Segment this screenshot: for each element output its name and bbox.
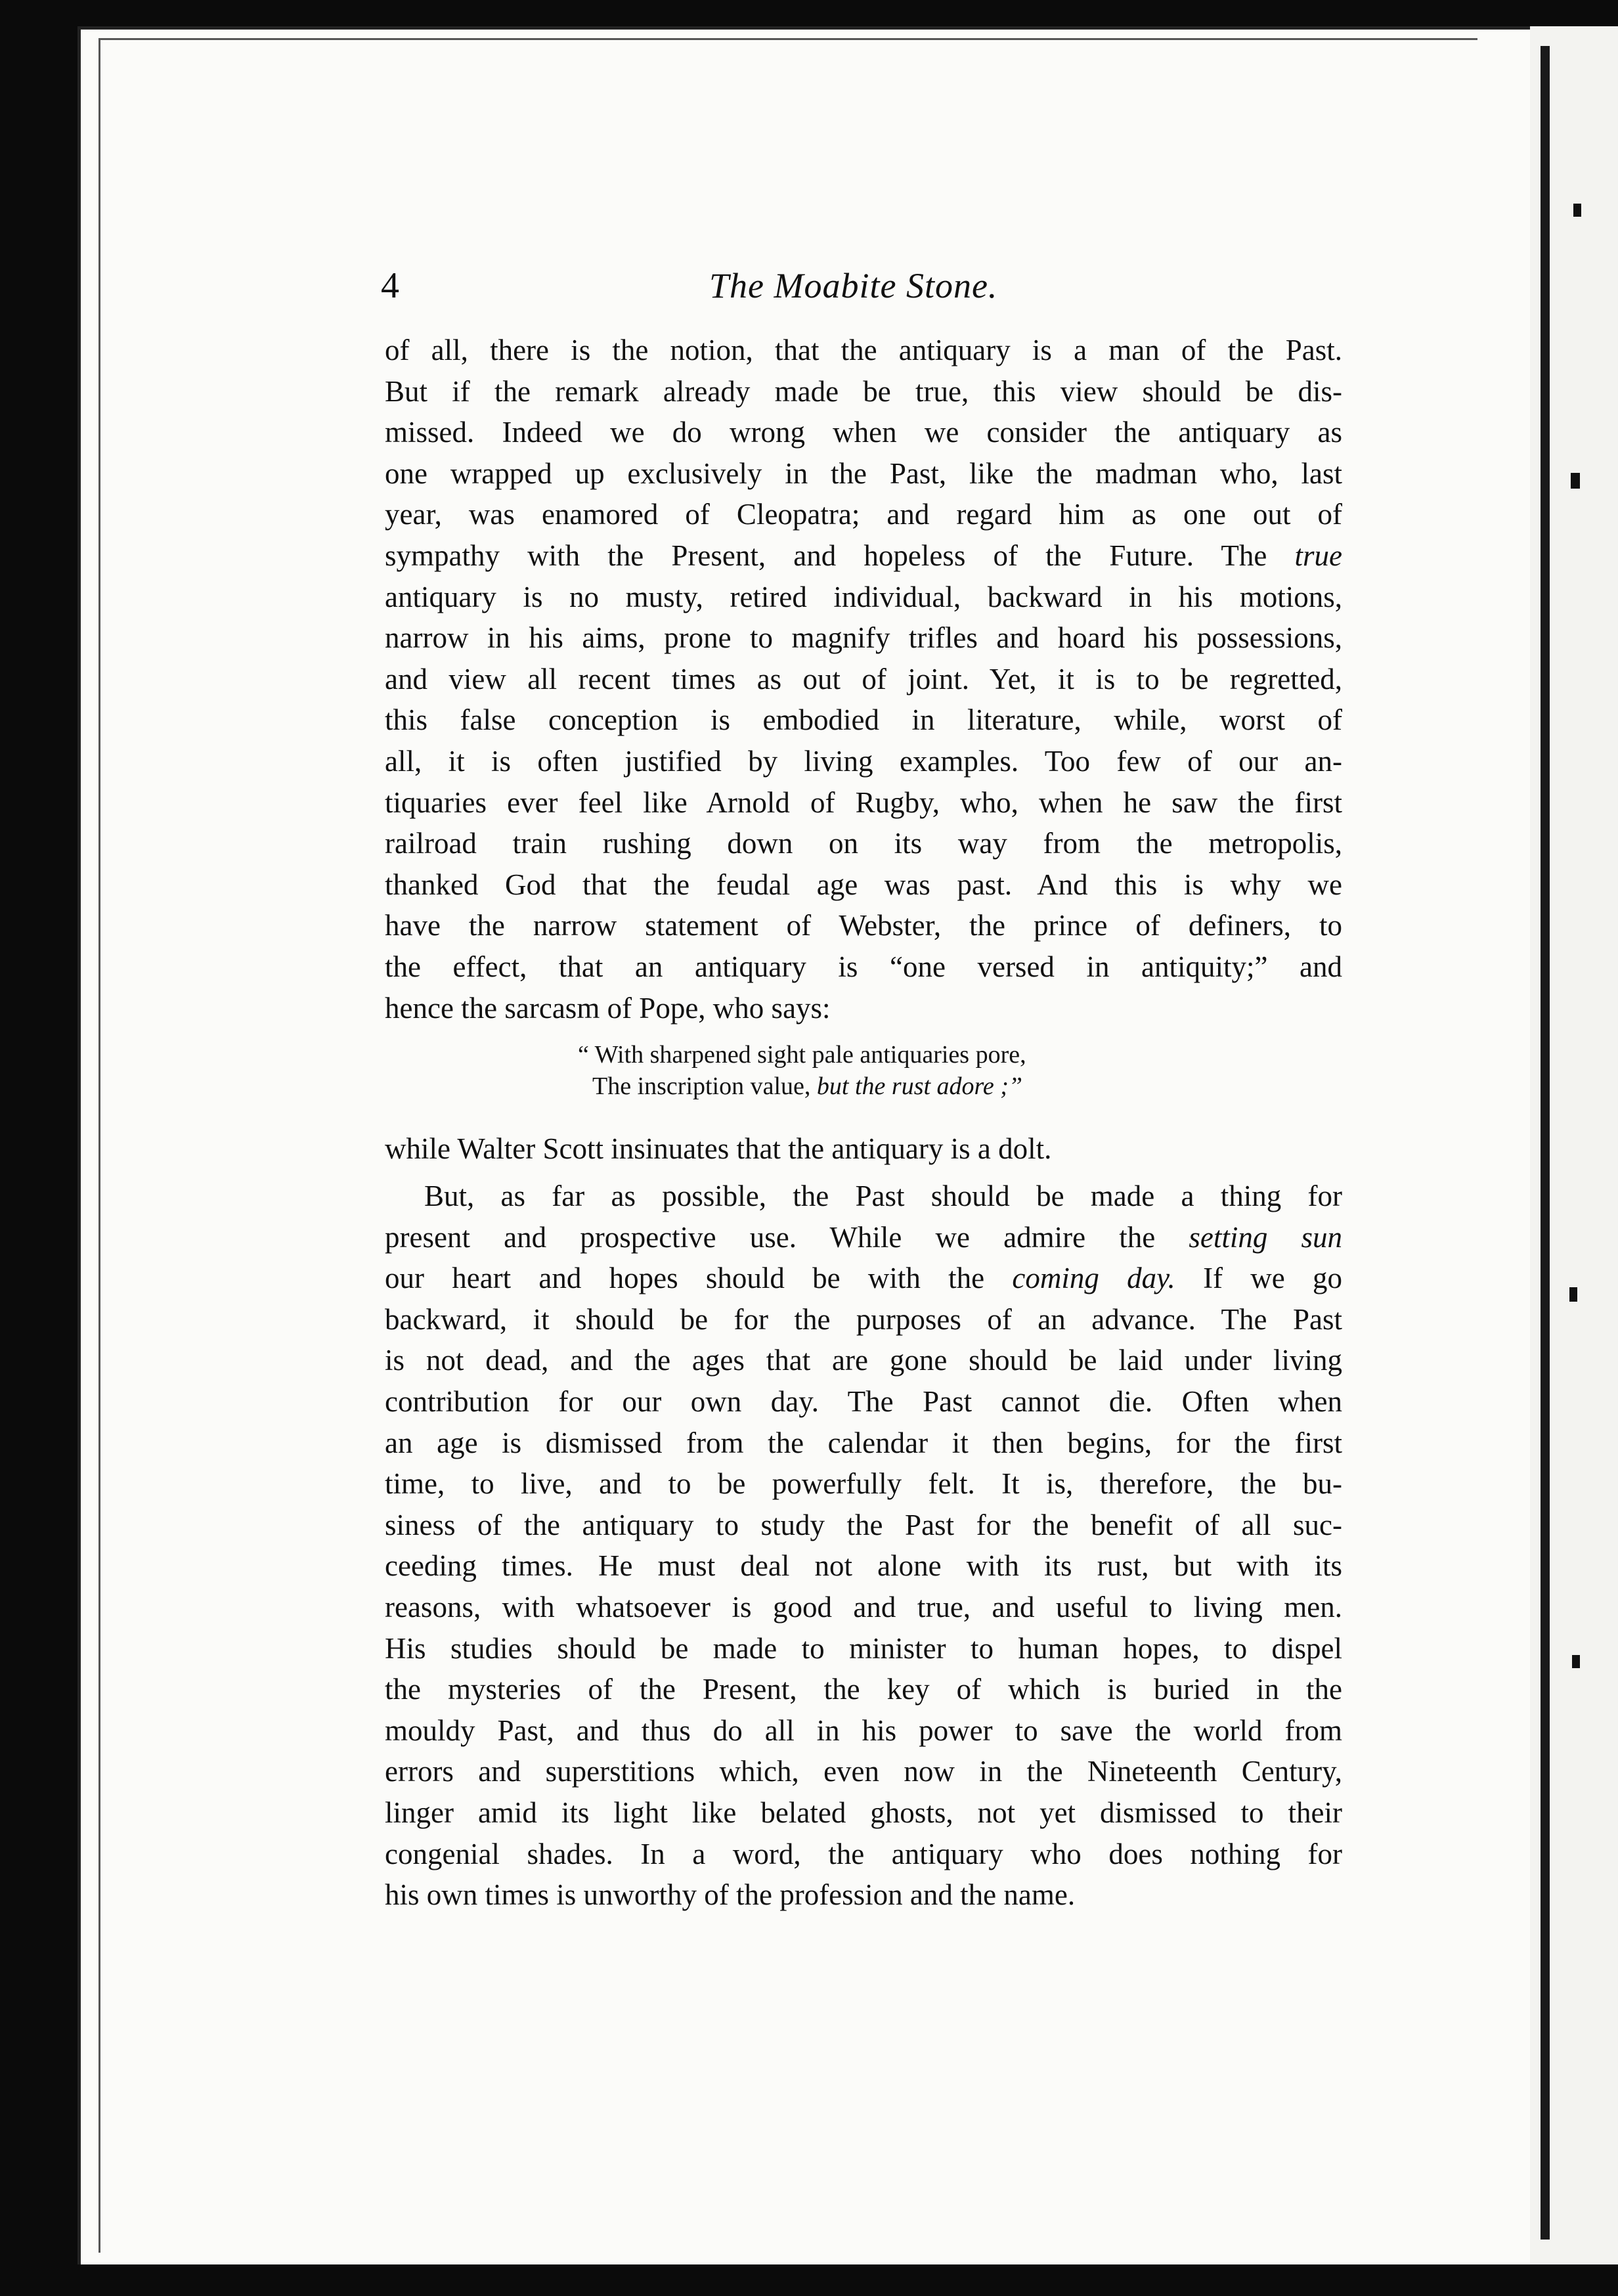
text-line: year, was enamored of Cleopatra; and regard him as one out of xyxy=(385,498,1342,531)
text-line: hence the sarcasm of Pope, who says: xyxy=(385,991,831,1025)
page-number: 4 xyxy=(381,265,399,306)
paragraph-1 xyxy=(385,330,1342,1028)
text-line: congenial shades. In a word, the antiquary who does nothing for xyxy=(385,1837,1342,1870)
text-line: time, to live, and to be powerfully felt. It is, therefore, the bu- xyxy=(385,1467,1342,1501)
italic-phrase: setting sun xyxy=(1189,1220,1342,1254)
text-line: linger amid its light like belated ghosts, not yet dismissed to their xyxy=(385,1796,1342,1829)
scan-speck xyxy=(1572,1655,1580,1668)
text-line: But, as far as possible, the Past should be made a thing for xyxy=(424,1180,1342,1212)
italic-word: true xyxy=(1294,539,1342,572)
text-line: and view all recent times as out of joint. Yet, it is to be regretted, xyxy=(385,662,1342,695)
text-line: mouldy Past, and thus do all in his power to save the world from xyxy=(385,1713,1342,1747)
text-segment: present and prospective use. While we admire the xyxy=(385,1220,1156,1254)
page-left-edge-inner xyxy=(98,39,100,2253)
text-line: an age is dismissed from the calendar it then begins, for the first xyxy=(385,1426,1342,1459)
text-line: antiquary is no musty, retired individual, backward in his motions, xyxy=(385,580,1342,613)
text-line: siness of the antiquary to study the Past for the benefit of all suc- xyxy=(385,1508,1342,1541)
text-line: this false conception is embodied in literature, while, worst of xyxy=(385,703,1342,737)
pope-quotation xyxy=(578,1039,1235,1102)
text-segment: sympathy with the Present, and hopeless of the Future. The xyxy=(385,539,1267,572)
text-line: His studies should be made to minister to human hopes, to dispel xyxy=(385,1631,1342,1665)
text-segment: The inscription value, xyxy=(592,1072,811,1100)
page-top-edge xyxy=(77,26,1534,30)
text-line: contribution for our own day. The Past cannot die. Often when xyxy=(385,1384,1342,1418)
text-line: the mysteries of the Present, the key of which is buried in the xyxy=(385,1673,1342,1706)
text-line: tiquaries ever feel like Arnold of Rugby, who, when he saw the first xyxy=(385,785,1342,819)
running-title: The Moabite Stone. xyxy=(709,266,998,305)
quote-line: “ With sharpened sight pale antiquaries pore, xyxy=(578,1041,1026,1069)
text-line: his own times is unworthy of the profession and the name. xyxy=(385,1878,1076,1912)
page-header xyxy=(381,259,1353,312)
quote-line xyxy=(578,1071,1235,1102)
text-line: railroad train rushing down on its way from the metropolis, xyxy=(385,827,1342,860)
text-line: ceeding times. He must deal not alone with its rust, but with its xyxy=(385,1549,1342,1583)
text-line xyxy=(385,1217,1342,1258)
text-line: have the narrow statement of Webster, the prince of definers, to xyxy=(385,909,1342,942)
text-line: all, it is often justified by living examples. Too few of our an- xyxy=(385,744,1342,778)
text-segment: If we go xyxy=(1203,1262,1342,1295)
text-line: narrow in his aims, prone to magnify trifles and hoard his possessions, xyxy=(385,621,1342,655)
scan-speck xyxy=(1573,204,1581,217)
text-line: missed. Indeed we do wrong when we consider the antiquary as xyxy=(385,416,1342,449)
paragraph-2 xyxy=(385,1176,1342,1916)
page-left-edge xyxy=(77,26,81,2264)
text-line xyxy=(385,1258,1342,1299)
text-line: is not dead, and the ages that are gone should be laid under living xyxy=(385,1344,1342,1377)
text-line: errors and superstitions which, even now in the Nineteenth Century, xyxy=(385,1755,1342,1788)
scan-left-border xyxy=(0,0,77,2296)
text-line: reasons, with whatsoever is good and true, and useful to living men. xyxy=(385,1590,1342,1623)
binding-shadow xyxy=(1541,46,1550,2240)
text-line: backward, it should be for the purposes of an advance. The Past xyxy=(385,1302,1342,1336)
text-line: while Walter Scott insinuates that the antiquary is a dolt. xyxy=(385,1132,1052,1165)
text-segment: our heart and hopes should be with the xyxy=(385,1262,985,1295)
text-line: the effect, that an antiquary is “one versed in antiquity;” and xyxy=(385,950,1342,983)
scan-speck xyxy=(1571,473,1580,489)
text-line xyxy=(385,535,1342,577)
text-line: thanked God that the feudal age was past. And this is why we xyxy=(385,868,1342,901)
text-line: one wrapped up exclusively in the Past, like the madman who, last xyxy=(385,456,1342,490)
after-quote-line xyxy=(385,1128,1342,1170)
italic-phrase: coming day. xyxy=(1012,1262,1175,1295)
scan-bottom-border xyxy=(0,2264,1618,2296)
text-line: of all, there is the notion, that the antiquary is a man of the Past. xyxy=(385,334,1342,366)
italic-phrase: but the rust adore ;” xyxy=(816,1072,1023,1100)
page-top-edge-inner xyxy=(98,38,1477,40)
scan-speck xyxy=(1569,1287,1577,1302)
text-line: But if the remark already made be true, this view should be dis- xyxy=(385,374,1342,408)
